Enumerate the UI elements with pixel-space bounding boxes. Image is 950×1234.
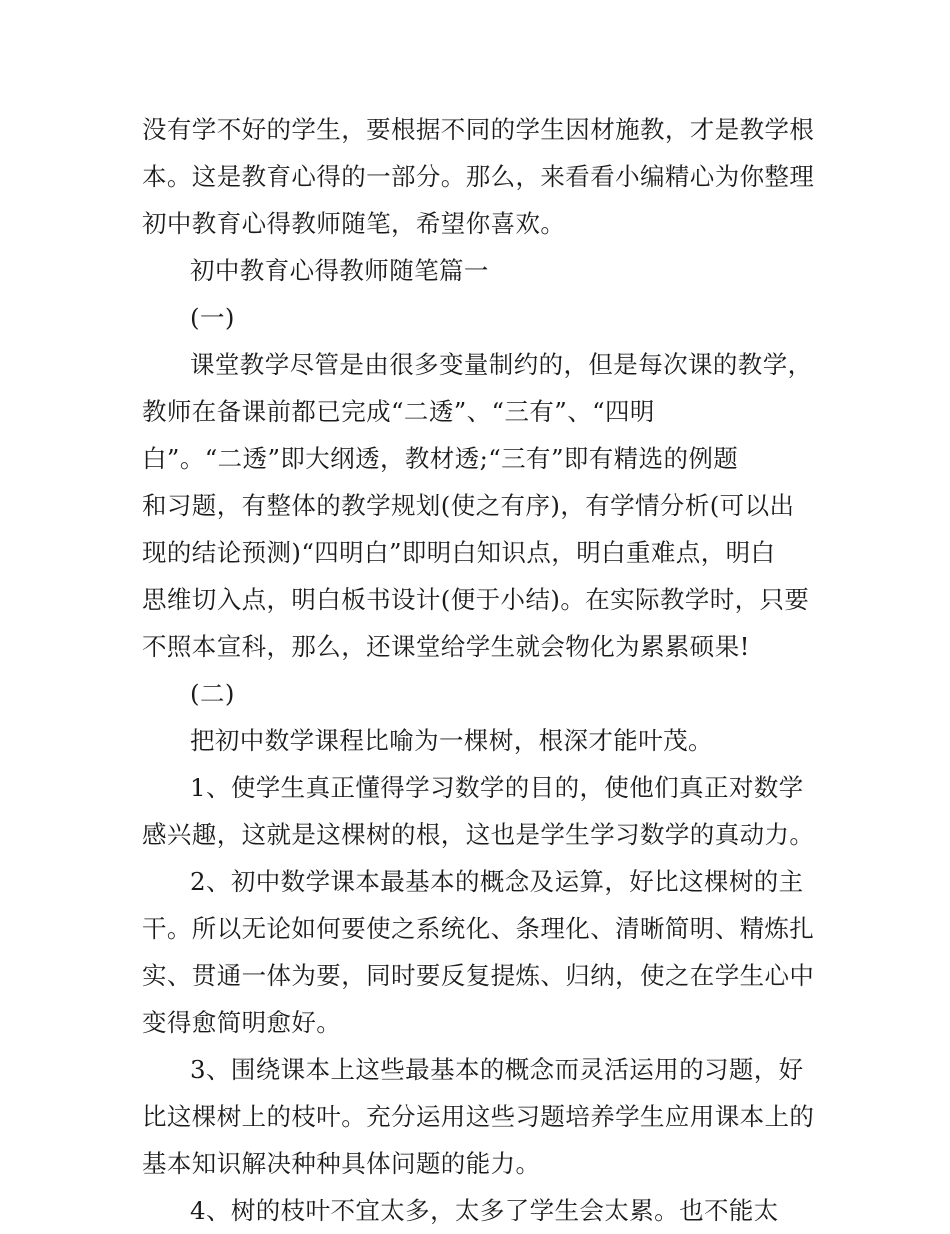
text-line: 感兴趣，这就是这棵树的根，这也是学生学习数学的真动力。 [142,820,815,849]
text-line: 教师在备课前都已完成“二透”、“三有”、“四明 [142,397,655,426]
text-line: (一) [190,303,235,332]
document-body [142,106,815,1234]
text-line: 1、使学生真正懂得学习数学的目的，使他们真正对数学 [190,773,804,802]
text-line: (二) [190,679,235,708]
text-line: 本。这是教育心得的一部分。那么，来看看小编精心为你整理 [142,162,815,191]
text-line: 初中教育心得教师随笔，希望你喜欢。 [142,209,566,238]
text-line: 4、树的枝叶不宜太多，太多了学生会太累。也不能太 [190,1196,779,1225]
text-line: 和习题，有整体的教学规划(使之有序)，有学情分析(可以出 [142,491,795,520]
text-line: 实、贯通一体为要，同时要反复提炼、归纳，使之在学生心中 [142,961,815,990]
text-line: 课堂教学尽管是由很多变量制约的，但是每次课的教学， [190,350,813,379]
text-line: 基本知识解决种种具体问题的能力。 [142,1149,541,1178]
text-line: 初中教育心得教师随笔篇一 [190,256,489,285]
text-line: 比这棵树上的枝叶。充分运用这些习题培养学生应用课本上的 [142,1102,815,1131]
text-line: 干。所以无论如何要使之系统化、条理化、清晰简明、精炼扎 [142,914,815,943]
text-line: 没有学不好的学生，要根据不同的学生因材施教，才是教学根 [142,115,815,144]
text-line: 白”。“二透”即大纲透，教材透;“三有”即有精选的例题 [142,444,739,473]
text-line: 3、围绕课本上这些最基本的概念而灵活运用的习题，好 [190,1055,804,1084]
text-line: 把初中数学课程比喻为一棵树，根深才能叶茂。 [190,726,713,755]
text-line: 不照本宣科，那么，还课堂给学生就会物化为累累硕果! [142,632,750,661]
text-line: 现的结论预测)“四明白”即明白知识点，明白重难点，明白 [142,538,776,567]
text-line: 变得愈简明愈好。 [142,1008,342,1037]
text-line: 2、初中数学课本最基本的概念及运算，好比这棵树的主 [190,867,804,896]
text-line: 思维切入点，明白板书设计(便于小结)。在实际教学时，只要 [142,585,810,614]
